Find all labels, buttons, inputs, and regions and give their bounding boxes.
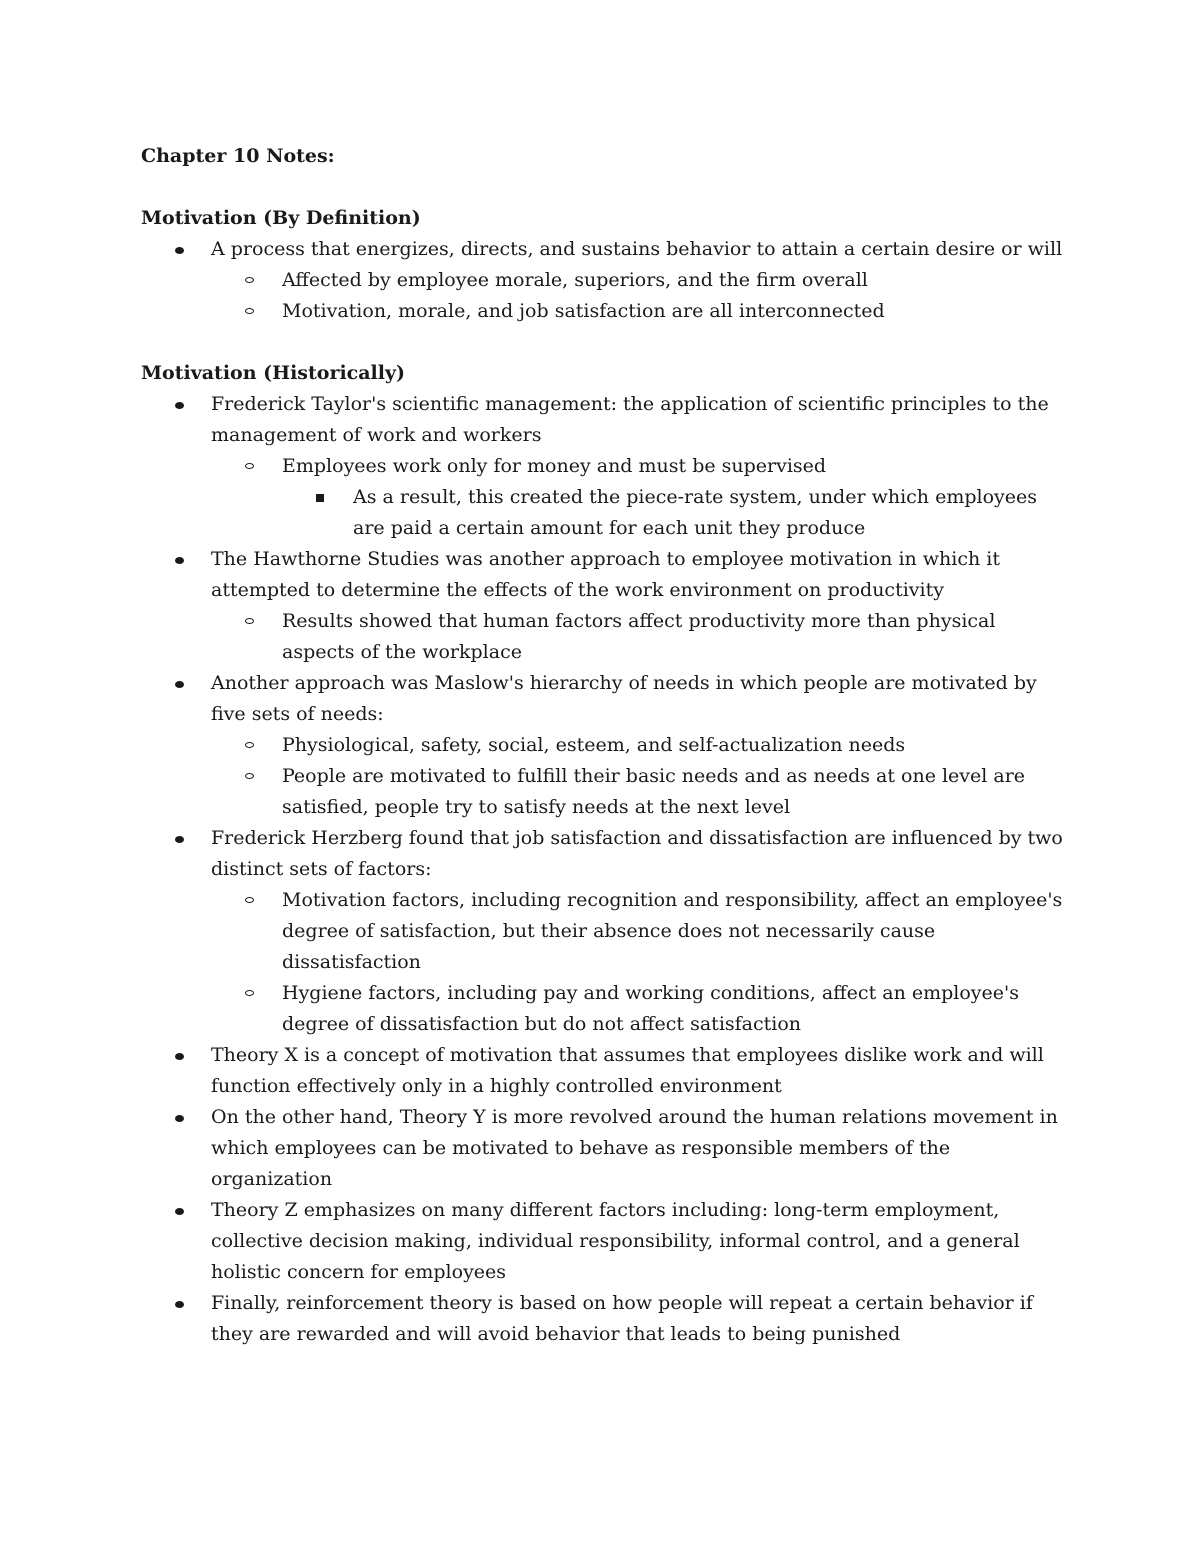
list-item-text: A process that energizes, directs, and sustains behavior to attain a certain desire or will [211,238,1063,260]
list-item-text: Frederick Taylor's scientific management: the application of scientific principles to the management of work and workers [211,393,1049,446]
bullet-dot-icon [175,823,195,854]
document-body [141,141,1071,1350]
list-item [211,730,1071,761]
bullet-list-level-3 [282,482,1071,544]
list-item-text: Another approach was Maslow's hierarchy of needs in which people are motivated by five sets of needs: [211,672,1037,725]
list-item-text: Affected by employee morale, superiors, and the firm overall [282,269,868,291]
bullet-square-icon [316,482,336,513]
bullet-dot-icon [175,1040,195,1071]
list-item [141,389,1071,544]
bullet-circle-icon [245,730,265,761]
list-item-text: Motivation factors, including recognition and responsibility, affect an employee's degree of satisfaction, but their absence does not necessarily cause dissatisfaction [282,889,1063,973]
list-item [141,1288,1071,1350]
list-item-text: Motivation, morale, and job satisfaction are all interconnected [282,300,885,322]
bullet-dot-icon [175,1288,195,1319]
list-item-text: People are motivated to fulfill their basic needs and as needs at one level are satisfied, people try to satisfy needs at the next level [282,765,1026,818]
list-item [141,544,1071,668]
bullet-list-level-2 [211,265,1071,327]
list-item [141,234,1071,327]
section-heading: Motivation (Historically) [141,362,406,384]
list-item [282,482,1071,544]
bullet-list-level-2 [211,451,1071,544]
list-item [141,1102,1071,1195]
list-item [211,978,1071,1040]
list-item [141,1195,1071,1288]
list-item-text: As a result, this created the piece-rate system, under which employees are paid a certain amount for each unit they produce [353,486,1037,539]
sections-container [141,203,1071,1350]
list-item-text: Theory X is a concept of motivation that assumes that employees dislike work and will function effectively only in a highly controlled environment [211,1044,1044,1097]
list-item-text: The Hawthorne Studies was another approach to employee motivation in which it attempted to determine the effects of the work environment on productivity [211,548,1001,601]
list-item-text: Theory Z emphasizes on many different factors including: long-term employment, collective decision making, individual responsibility, informal control, and a general holistic concern for employees [211,1199,1020,1283]
bullet-dot-icon [175,544,195,575]
bullet-circle-icon [245,606,265,637]
list-item-text: Frederick Herzberg found that job satisfaction and dissatisfaction are influenced by two distinct sets of factors: [211,827,1063,880]
list-item [211,606,1071,668]
notes-section [141,203,1071,327]
section-heading: Motivation (By Definition) [141,207,421,229]
bullet-list-level-2 [211,606,1071,668]
list-item-text: Physiological, safety, social, esteem, and self-actualization needs [282,734,906,756]
bullet-circle-icon [245,451,265,482]
list-item [211,451,1071,544]
bullet-circle-icon [245,978,265,1009]
bullet-dot-icon [175,1102,195,1133]
bullet-dot-icon [175,668,195,699]
list-item-text: Finally, reinforcement theory is based on how people will repeat a certain behavior if they are rewarded and will avoid behavior that leads to being punished [211,1292,1033,1345]
notes-section [141,358,1071,1350]
bullet-circle-icon [245,265,265,296]
list-item-text: On the other hand, Theory Y is more revolved around the human relations movement in which employees can be motivated to behave as responsible members of the organization [211,1106,1058,1190]
list-item [141,823,1071,1040]
bullet-dot-icon [175,389,195,420]
bullet-list-level-2 [211,885,1071,1040]
list-item [211,296,1071,327]
document-title: Chapter 10 Notes: [141,145,335,167]
bullet-circle-icon [245,296,265,327]
list-item [211,265,1071,296]
list-item-text: Hygiene factors, including pay and working conditions, affect an employee's degree of dissatisfaction but do not affect satisfaction [282,982,1019,1035]
bullet-list-level-1 [141,234,1071,327]
bullet-dot-icon [175,234,195,265]
bullet-circle-icon [245,761,265,792]
bullet-list-level-2 [211,730,1071,823]
list-item [211,761,1071,823]
list-item-text: Results showed that human factors affect productivity more than physical aspects of the workplace [282,610,996,663]
list-item [211,885,1071,978]
bullet-list-level-1 [141,389,1071,1350]
bullet-circle-icon [245,885,265,916]
list-item-text: Employees work only for money and must be supervised [282,455,827,477]
list-item [141,668,1071,823]
bullet-dot-icon [175,1195,195,1226]
list-item [141,1040,1071,1102]
